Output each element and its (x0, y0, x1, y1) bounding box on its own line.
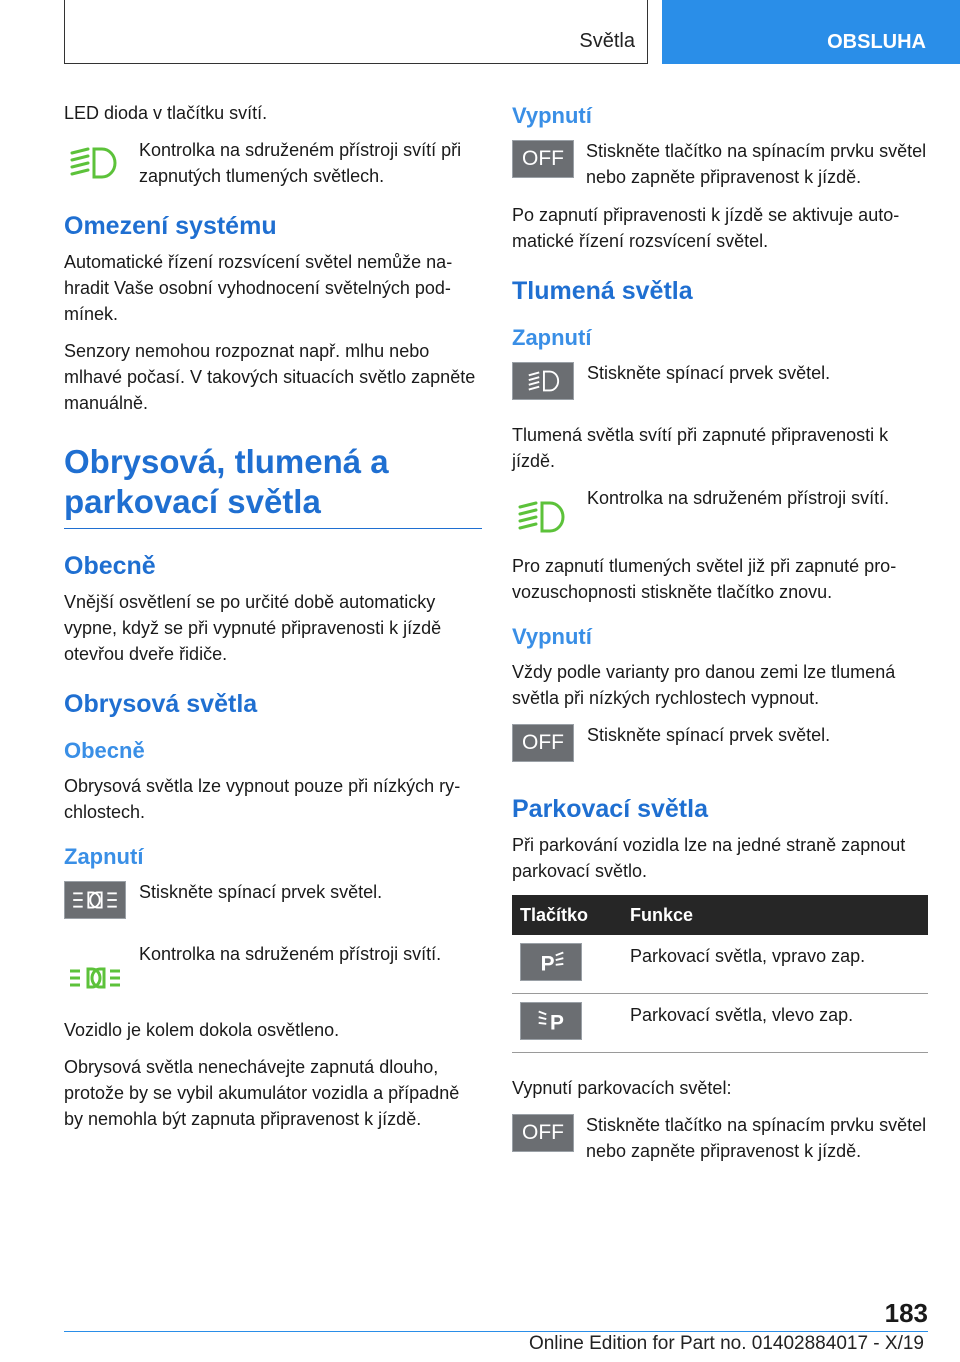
svg-text:P: P (540, 952, 555, 976)
button-row (64, 879, 482, 929)
button-row (512, 360, 930, 410)
heading-general: Obecně (64, 552, 156, 580)
footer-divider (64, 1331, 928, 1332)
heading-parking-lights: Obrysová světla (64, 690, 258, 718)
button-text: Stiskněte tlačítko na spínacím prvku světel nebo zapněte připravenost k jízdě. (586, 1115, 927, 1161)
button-text: Stiskněte spínací prvek světel. (587, 725, 831, 745)
indicator-text: Kontrolka na sdruženém přístroji svítí. (139, 944, 442, 964)
paragraph: Po zapnutí připravenosti k jízdě se aktivuje automatické řízení rozsvícení světel. (512, 205, 900, 251)
header-section-title: Světla (579, 30, 635, 52)
header-section-box (64, 0, 648, 64)
paragraph: Vozidlo je kolem dokola osvětleno. (64, 1020, 340, 1040)
indicator-row (64, 941, 482, 991)
parking-lights-table (512, 895, 928, 1053)
header-chapter-tab (662, 0, 960, 64)
button-row (512, 1112, 930, 1164)
off-button-icon: OFF (512, 1114, 574, 1152)
indicator-row (64, 137, 482, 189)
paragraph: Obrysová světla lze vypnout pouze při nízkých rychlostech. (64, 776, 461, 822)
table-row (512, 935, 928, 994)
chapter-heading: Obrysová, tlumená a parkovací světla (64, 442, 482, 529)
indicator-text: Kontrolka na sdruženém přístroji svítí při zapnutých tlumených světlech. (139, 140, 462, 186)
paragraph: Při parkování vozidla lze na jedné straně zapnout parkovací světlo. (512, 835, 906, 881)
table-header-function: Funkce (622, 895, 928, 935)
page-number: 183 (884, 1298, 928, 1328)
heading-parking-lights: Parkovací světla (512, 795, 708, 823)
paragraph: Obrysová světla nenechávejte zapnutá dlouho, protože by se vybil akumulátor vozidla a případně by nemohla být zapnuta připravenost k jízdě. (64, 1057, 460, 1129)
paragraph: Vnější osvětlení se po určité době automaticky vypne, když se při vypnuté připravenosti k jízdě otevřou dveře řidiče. (64, 592, 442, 664)
paragraph: Pro zapnutí tlumených světel již při zapnuté provozuschopnosti stiskněte tlačítko znovu. (512, 556, 897, 602)
paragraph: LED dioda v tlačítku svítí. (64, 103, 268, 123)
paragraph: Vypnutí parkovacích světel: (512, 1078, 732, 1098)
subheading-switch-off: Vypnutí (512, 103, 592, 128)
button-text: Stiskněte spínací prvek světel. (139, 882, 383, 902)
low-beam-button-icon (512, 362, 574, 400)
table-row (512, 994, 928, 1053)
subheading-switch-on: Zapnutí (512, 325, 592, 350)
parking-light-left-icon (520, 1002, 582, 1040)
paragraph: Vždy podle varianty pro danou zemi lze tlumená světla při nízkých rychlostech vypnout. (512, 662, 896, 708)
button-text: Stiskněte tlačítko na spínacím prvku světel nebo zapněte připravenost k jízdě. (586, 141, 927, 187)
left-column (64, 100, 482, 1143)
heading-low-beam: Tlumená světla (512, 277, 693, 305)
right-column (512, 100, 930, 1176)
button-row (512, 138, 930, 190)
indicator-row (512, 485, 930, 535)
header-chapter-title: OBSLUHA (827, 31, 926, 53)
side-lights-button-icon (64, 881, 126, 919)
low-beam-indicator-icon (64, 139, 126, 187)
paragraph: Tlumená světla svítí při zapnuté připravenosti k jízdě. (512, 425, 889, 471)
button-row (512, 722, 930, 772)
subheading-general: Obecně (64, 738, 145, 763)
low-beam-indicator-icon (512, 493, 574, 541)
table-header-button: Tlačítko (512, 895, 622, 935)
subheading-switch-on: Zapnutí (64, 844, 144, 869)
table-cell: Parkovací světla, vlevo zap. (622, 994, 928, 1053)
off-button-icon: OFF (512, 140, 574, 178)
side-lights-indicator-icon (64, 955, 126, 1003)
heading-system-limits: Omezení systému (64, 212, 277, 240)
subheading-switch-off: Vypnutí (512, 624, 592, 649)
parking-light-right-icon (520, 943, 582, 981)
paragraph: Automatické řízení rozsvícení světel nemůže nahradit Vaše osobní vyhodnocení světelných podmínek. (64, 252, 453, 324)
paragraph: Senzory nemohou rozpoznat např. mlhu nebo mlhavé počasí. V takových situacích světlo zapněte manuálně. (64, 341, 476, 413)
button-text: Stiskněte spínací prvek světel. (587, 363, 831, 383)
indicator-text: Kontrolka na sdruženém přístroji svítí. (587, 488, 890, 508)
table-cell: Parkovací světla, vpravo zap. (622, 935, 928, 994)
svg-text:P: P (550, 1011, 564, 1035)
footer-edition: Online Edition for Part no. 01402884017 - X/19 (528, 1333, 924, 1354)
off-button-icon: OFF (512, 724, 574, 762)
